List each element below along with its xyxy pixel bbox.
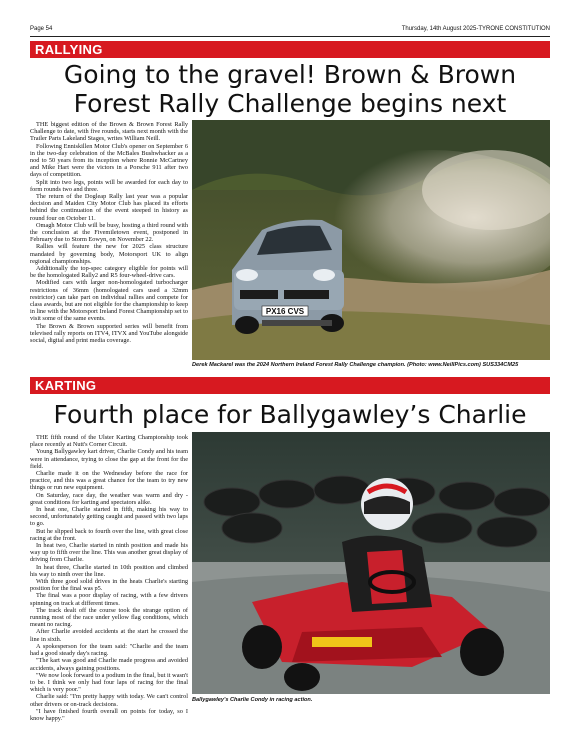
paragraph: In heat one, Charlie started in fifth, making his way to second, unfortunately getting caught and passed with two laps to go. xyxy=(30,506,188,528)
paragraph: But he slipped back to fourth over the line, with great close racing at the front. xyxy=(30,527,188,542)
karting-headline: Fourth place for Ballygawley’s Charlie xyxy=(53,400,527,429)
paragraph: Omagh Motor Club will be busy, hosting a third round with the conclusion at the Fivemiletown event, postponed in February due to Storm Eowyn, on November 22. xyxy=(30,221,188,244)
paragraph: On Saturday, race day, the weather was warm and dry - great conditions for karting and spectators alike. xyxy=(30,491,188,506)
kart-photo-caption: Ballygawley's Charlie Condy in racing action. xyxy=(192,697,313,703)
paragraph: In heat three, Charlie started in 10th position and climbed his way to ninth over the line. xyxy=(30,563,188,578)
paragraph: "The kart was good and Charlie made progress and avoided accidents, always gaining positions. xyxy=(30,657,188,672)
paragraph: A spokesperson for the team said: "Charlie and the team had a good steady day's racing. xyxy=(30,642,188,658)
header-rule xyxy=(30,36,550,37)
rally-car-photo xyxy=(192,120,550,360)
paragraph: Additionally the top-spec category eligible for points will be the homologated Rally2 and R5 four-wheel-drive cars. xyxy=(30,265,188,280)
page-number: Page 54 xyxy=(30,26,53,32)
page-header xyxy=(30,25,550,35)
section-label: RALLYING xyxy=(35,42,103,57)
paragraph: In heat two, Charlie started in ninth position and made his way up to fifth over the line. This was another great display of driving from Charlie. xyxy=(30,542,188,564)
paragraph: With three good solid drives in the heats Charlie's starting position for the final was p5. xyxy=(30,578,188,593)
rally-headline-line2: Forest Rally Challenge begins next xyxy=(73,89,507,118)
rally-headline-line1: Going to the gravel! Brown & Brown xyxy=(63,60,517,89)
kart-photo-art xyxy=(192,432,550,694)
kart-photo xyxy=(192,432,550,694)
paragraph: The return of the Dogleap Rally last year was a popular decision and Maiden City Motor Club has placed its efforts behind the continuation of the event steeped in history as round four on October 11. xyxy=(30,193,188,222)
section-band-karting xyxy=(30,377,550,394)
paragraph: THE fifth round of the Ulster Karting Championship took place recently at Nutt's Corner Circuit. xyxy=(30,434,188,449)
paragraph: The Brown & Brown supported series will benefit from televised rally reports on ITV4, ITVX and YouTube alongside social, digital and print media coverage. xyxy=(30,322,188,345)
paragraph: Split into two legs, points will be awarded for each day to form rounds two and three. xyxy=(30,178,188,193)
paragraph: Charlie made it on the Wednesday before the race for practice, and this was a great chance for the team to try new things or run new equipment. xyxy=(30,470,188,492)
rally-photo-art xyxy=(192,120,550,360)
paragraph: The track dealt off the course took the strange option of running most of the race under yellow flag conditions, which meant no racing. xyxy=(30,606,188,629)
paragraph: Following Enniskillen Motor Club's opener on September 6 in the two-day celebration of the McBales Bushwhacker as a nod to 50 years from its inception where Ronnie McCartney and Mike Hart were the victors in a Porsche 911 after two days of competition. xyxy=(30,142,188,179)
paragraph: The final was a poor display of racing, with a few drivers spinning on track at different times. xyxy=(30,592,188,607)
paragraph: Charlie said: "I'm pretty happy with today. We can't control other drivers or on-track decisions. xyxy=(30,693,188,708)
edition-date: Thursday, 14th August 2025-TYRONE CONSTITUTION xyxy=(401,26,550,32)
rally-photo-caption: Derek Mackarel was the 2024 Northern Ireland Forest Rally Challenge champion. (Photo: www.NeillPics.com) SUS334CM25 xyxy=(192,362,519,368)
paragraph: After Charlie avoided accidents at the start he crossed the line in sixth. xyxy=(30,628,188,643)
karting-article-body xyxy=(30,434,188,722)
paragraph: THE biggest edition of the Brown & Brown Forest Rally Challenge to date, with five rounds, starts next month with the Trailer Parts Lakeland Stages, writes William Neill. xyxy=(30,121,188,143)
paragraph: Young Ballygawley kart driver, Charlie Condy and his team were in attendance, trying to close the gap at the front for the field. xyxy=(30,448,188,470)
paragraph: "We now look forward to a podium in the final, but it wasn't to be. I think we only had four laps of racing for the final which is very poor." xyxy=(30,671,188,694)
number-plate: PX16 CVS xyxy=(265,307,305,316)
paragraph: Rallies will feature the new for 2025 class structure mandated by governing body, Motorsport UK to align regional championships. xyxy=(30,243,188,265)
rally-article-body xyxy=(30,121,188,373)
section-label: KARTING xyxy=(35,378,97,393)
paragraph: Modified cars with larger non-homologated turbocharger restrictions of 36mm (homologated cars used a 32mm restrictor) can take part on individual rallies and compete for class awards, but are not eligible for the championship to keep in line with the Motorsport Ireland Forest Championship set to visit some of the same events. xyxy=(30,279,188,323)
paragraph: "I have finished fourth overall on points for today, so I know happy." xyxy=(30,707,188,722)
section-band-rallying xyxy=(30,41,550,58)
